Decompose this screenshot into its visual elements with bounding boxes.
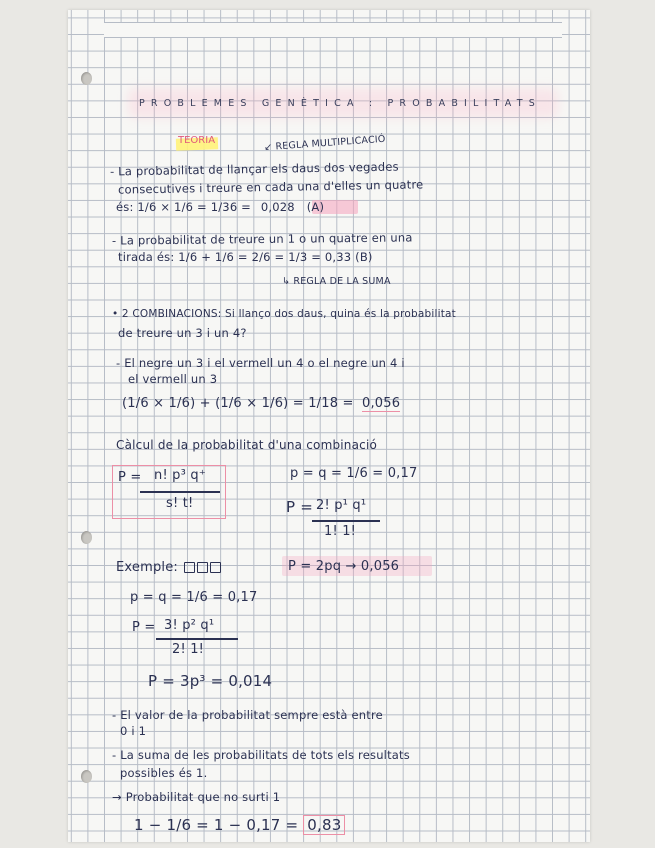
p3-line3: - El negre un 3 i el vermell un 4 o el negre un 4 i [116, 356, 405, 370]
notebook-page [68, 10, 590, 842]
general-formula-denominator: s! t! [166, 496, 194, 511]
example-label [116, 560, 221, 575]
binder-hole [81, 72, 92, 85]
page-header-band [104, 22, 562, 38]
fraction-bar [140, 491, 220, 493]
p3-result: 0,056 [361, 396, 401, 411]
arrow-icon: ↳ [282, 276, 291, 287]
fraction-bar [156, 638, 238, 640]
three-result: P = 3p³ = 0,014 [148, 672, 273, 690]
section-label: TEORIA [178, 135, 216, 146]
rule-label-multiplication [264, 134, 386, 153]
two-formula-denominator: 1! 1! [324, 524, 357, 539]
binder-hole [81, 531, 92, 544]
p1-line3-text: és: 1/6 × 1/6 = 1/36 = [116, 200, 252, 214]
three-formula-denominator: 2! 1! [172, 642, 205, 657]
arrow-icon: ↙ [263, 141, 273, 154]
p1-result: 0,028 [260, 200, 295, 214]
final-formula-text: 1 − 1/6 = 1 − 0,17 = [134, 816, 299, 834]
calc-title: Càlcul de la probabilitat d'una combinació [116, 438, 378, 452]
p1-line1: - La probabilitat de llançar els daus dos vegades [109, 159, 399, 179]
two-formula-lhs: P = [286, 498, 313, 516]
fraction-bar [312, 520, 380, 522]
three-formula-numerator: 3! p² q¹ [164, 618, 215, 633]
p2-line1: - La probabilitat de treure un 1 o un quatre en una [111, 230, 413, 248]
p1-line2: consecutives i treure en cada una d'elles un quatre [117, 177, 424, 197]
die-icon [210, 562, 221, 573]
two-formula-numerator: 2! p¹ q¹ [316, 498, 367, 513]
rule-label-sum [282, 276, 391, 287]
rule-label-text: REGLA MULTIPLICACIÓ [275, 133, 386, 153]
final-result: 0,83 [303, 815, 345, 835]
p1-line3 [116, 200, 324, 214]
note3: → Probabilitat que no surti 1 [112, 790, 281, 804]
general-formula-numerator: n! p³ q⁺ [154, 468, 206, 483]
binder-hole [81, 770, 92, 783]
die-icon [184, 562, 195, 573]
p3-line2: de treure un 3 i un 4? [118, 326, 247, 340]
note1-line1: - El valor de la probabilitat sempre està entre [112, 708, 383, 722]
three-formula-lhs: P = [132, 620, 156, 635]
example-label-text: Exemple: [116, 560, 179, 575]
general-formula-lhs: P = [118, 470, 142, 485]
pq-value: p = q = 1/6 = 0,17 [290, 466, 418, 481]
rule-label-text: REGLA DE LA SUMA [293, 276, 391, 287]
note2-line1: - La suma de les probabilitats de tots els resultats [112, 748, 410, 762]
p3-line4: el vermell un 3 [128, 372, 218, 386]
die-icon [197, 562, 208, 573]
p3-formula [122, 396, 400, 411]
p2-line2: tirada és: 1/6 + 1/6 = 2/6 = 1/3 = 0,33 (B) [118, 250, 373, 264]
example-result: P = 2pq → 0,056 [288, 559, 400, 574]
p3-formula-text: (1/6 × 1/6) + (1/6 × 1/6) = 1/18 = [122, 396, 354, 411]
final-formula [134, 816, 345, 834]
p3-line1: • 2 COMBINACIONS: Si llanço dos daus, quina és la probabilitat [112, 308, 457, 320]
example-pq: p = q = 1/6 = 0,17 [130, 590, 258, 605]
page-title: PROBLEMES GENÈTICA : PROBABILITATS [138, 97, 541, 109]
p1-label: (A) [306, 200, 325, 214]
note1-line2: 0 i 1 [120, 724, 147, 738]
note2-line2: possibles és 1. [120, 766, 208, 780]
